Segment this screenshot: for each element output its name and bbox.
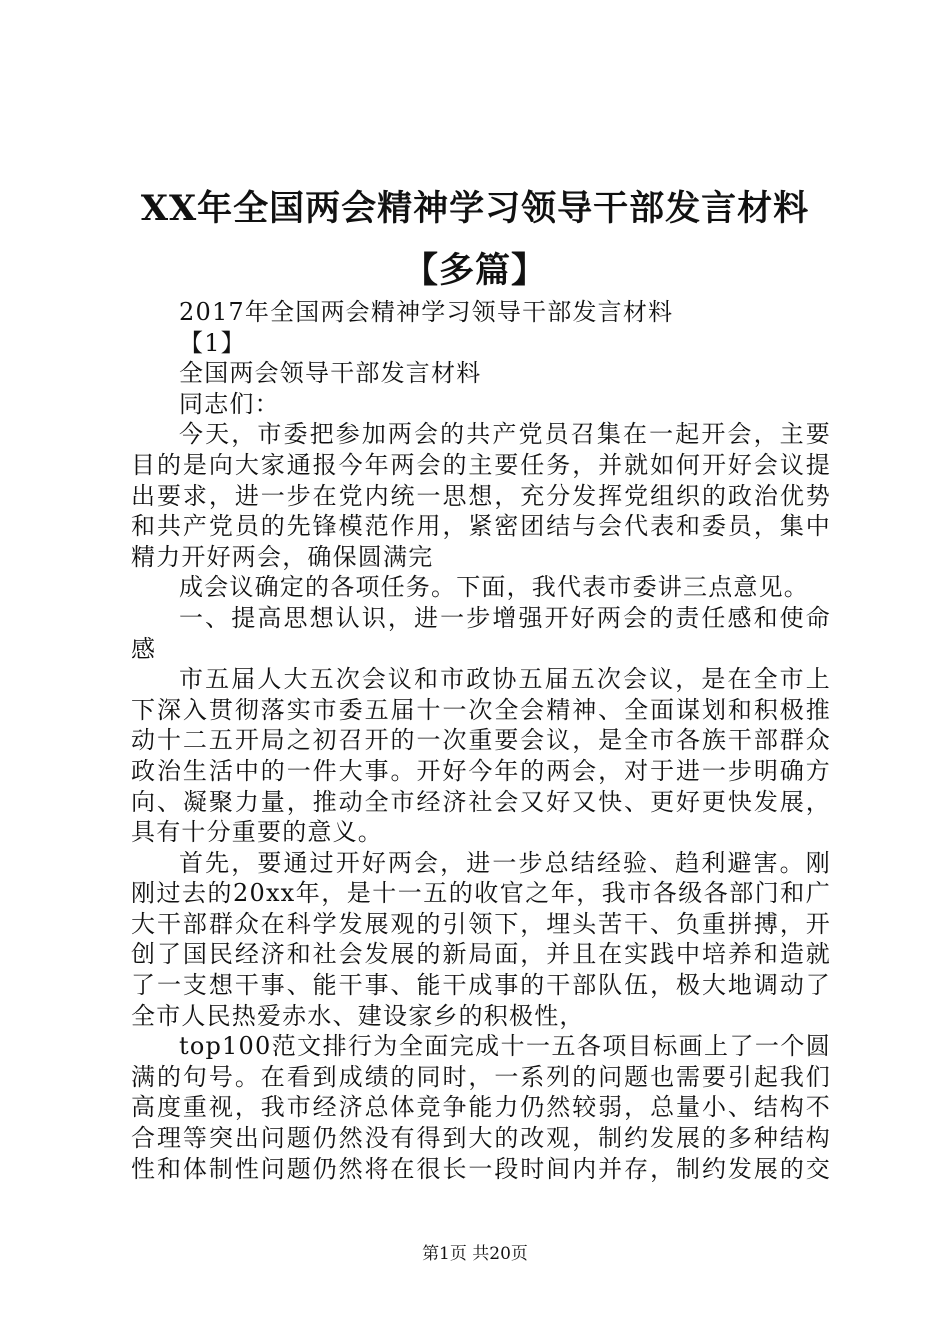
title-line-1: XX年全国两会精神学习领导干部发言材料: [140, 188, 810, 229]
text-line: 动十二五开局之初召开的一次重要会议，是全市各族干部群众: [131, 726, 831, 755]
text-line: 大干部群众在科学发展观的引领下，埋头苦干、负重拼搏，开: [131, 909, 831, 938]
text-line: 合理等突出问题仍然没有得到大的改观，制约发展的多种结构: [131, 1124, 831, 1153]
text-line: 具有十分重要的意义。: [131, 818, 383, 847]
text-line: 创了国民经济和社会发展的新局面，并且在实践中培养和造就: [131, 940, 831, 969]
text-line: 全市人民热爱赤水、建设家乡的积极性，: [131, 1001, 585, 1030]
text-line: 政治生活中的一件大事。开好今年的两会，对于进一步明确方: [131, 756, 831, 785]
text-line: 市五届人大五次会议和市政协五届五次会议，是在全市上: [179, 665, 831, 694]
text-line: 感: [131, 634, 157, 663]
text-line: 精力开好两会，确保圆满完: [131, 542, 434, 571]
document-title: [100, 178, 850, 302]
page-footer: 第1页 共20页: [422, 1244, 528, 1264]
text-line: 了一支想干事、能干事、能干成事的干部队伍，极大地调动了: [131, 971, 831, 1000]
text-line: 目的是向大家通报今年两会的主要任务，并就如何开好会议提: [131, 450, 831, 479]
text-line: 2017年全国两会精神学习领导干部发言材料: [179, 298, 674, 326]
text-line: 高度重视，我市经济总体竞争能力仍然较弱，总量小、结构不: [131, 1093, 831, 1122]
text-line: 刚过去的20xx年，是十一五的收官之年，我市各级各部门和广: [131, 879, 831, 908]
text-line: 满的句号。在看到成绩的同时，一系列的问题也需要引起我们: [131, 1062, 831, 1091]
text-line: 同志们：: [179, 389, 280, 418]
text-line: 出要求，进一步在党内统一思想，充分发挥党组织的政治优势: [131, 481, 831, 510]
text-line: 下深入贯彻落实市委五届十一次全会精神、全面谋划和积极推: [131, 695, 831, 724]
text-line: 和共产党员的先锋模范作用，紧密团结与会代表和委员，集中: [131, 512, 831, 541]
text-line: 成会议确定的各项任务。下面，我代表市委讲三点意见。: [179, 573, 809, 602]
document-body: [131, 297, 831, 1184]
text-line: 全国两会领导干部发言材料: [179, 359, 482, 388]
text-line: 今天，市委把参加两会的共产党员召集在一起开会，主要: [179, 420, 831, 449]
text-line: top100范文排行为全面完成十一五各项目标画上了一个圆: [179, 1032, 831, 1061]
text-line: 首先，要通过开好两会，进一步总结经验、趋利避害。刚: [179, 848, 831, 877]
text-line: 向、凝聚力量，推动全市经济社会又好又快、更好更快发展，: [131, 787, 831, 816]
text-line: 【1】: [179, 328, 246, 357]
title-line-2: 【多篇】: [402, 250, 547, 291]
text-line: 一、提高思想认识，进一步增强开好两会的责任感和使命: [179, 603, 831, 632]
text-line: 性和体制性问题仍然将在很长一段时间内并存，制约发展的交: [131, 1154, 831, 1183]
